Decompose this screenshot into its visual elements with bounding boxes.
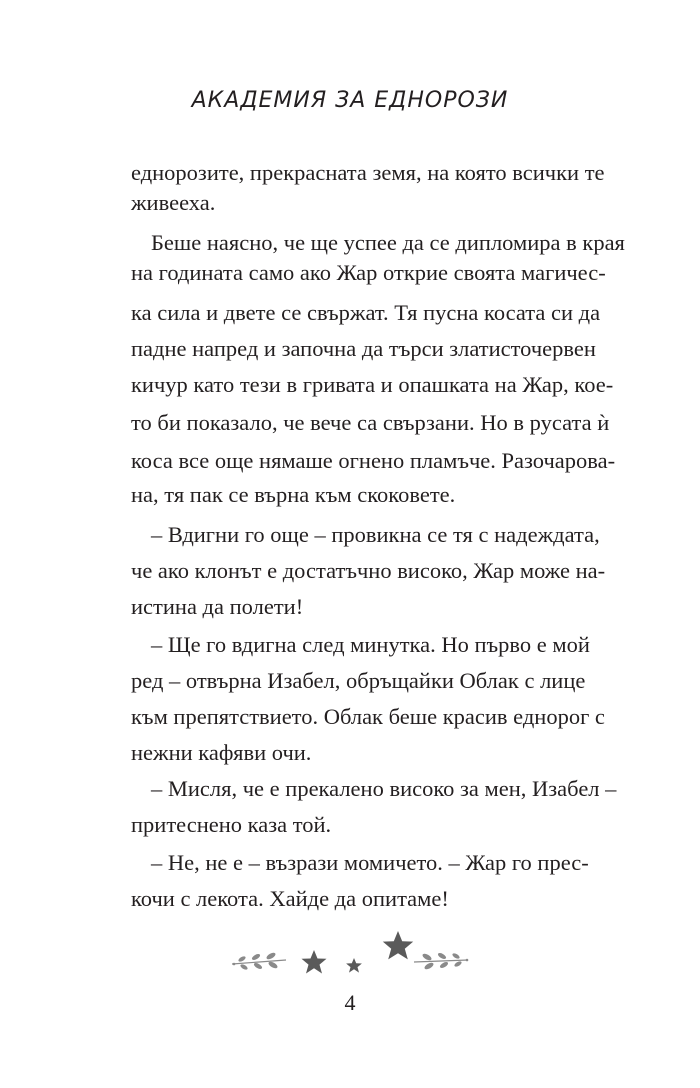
text-line: кочи с лекота. Хайде да опитаме! — [131, 886, 449, 911]
page-number: 4 — [344, 990, 356, 1015]
text-line: живееха. — [131, 190, 216, 215]
text-line: Беше наясно, че ще успее да се дипломира в края — [151, 230, 625, 255]
text-line: коса все още нямаше огнено пламъче. Разочарова- — [131, 448, 616, 473]
text-line: на годината само ако Жар открие своята магичес- — [131, 260, 606, 285]
stars-and-leaves-divider-icon — [228, 926, 472, 982]
text-line: ред – отвърна Изабел, обръщайки Облак с лице — [131, 668, 586, 693]
text-line: – Вдигни го още – провикна се тя с надеждата, — [151, 522, 600, 547]
text-line: към препятствието. Облак беше красив еднорог с — [131, 704, 605, 729]
text-line: падне напред и започна да търси златисточервен — [131, 336, 596, 361]
text-line: – Не, не е – възрази момичето. – Жар го прес- — [151, 850, 589, 875]
text-line: кичур като тези в гривата и опашката на Жар, кое- — [131, 372, 614, 397]
text-line: ка сила и двете се свържат. Тя пусна косата си да — [131, 300, 601, 325]
text-line: то би показало, че вече са свързани. Но в русата ѝ — [131, 410, 610, 435]
text-line: нежни кафяви очи. — [131, 740, 312, 765]
text-line: че ако клонът е достатъчно високо, Жар може на- — [131, 558, 606, 583]
text-line: на, тя пак се върна към скоковете. — [131, 482, 456, 507]
text-line: – Ще го вдигна след минутка. Но първо е мой — [151, 632, 590, 657]
running-head-title: АКАДЕМИЯ ЗА ЕДНОРОЗИ — [191, 88, 509, 113]
text-line: – Мисля, че е прекалено високо за мен, Изабел – — [151, 776, 617, 801]
text-line: еднорозите, прекрасната земя, на която всички те — [131, 160, 605, 185]
text-line: истина да полети! — [131, 594, 304, 619]
text-line: притеснено каза той. — [131, 812, 332, 837]
